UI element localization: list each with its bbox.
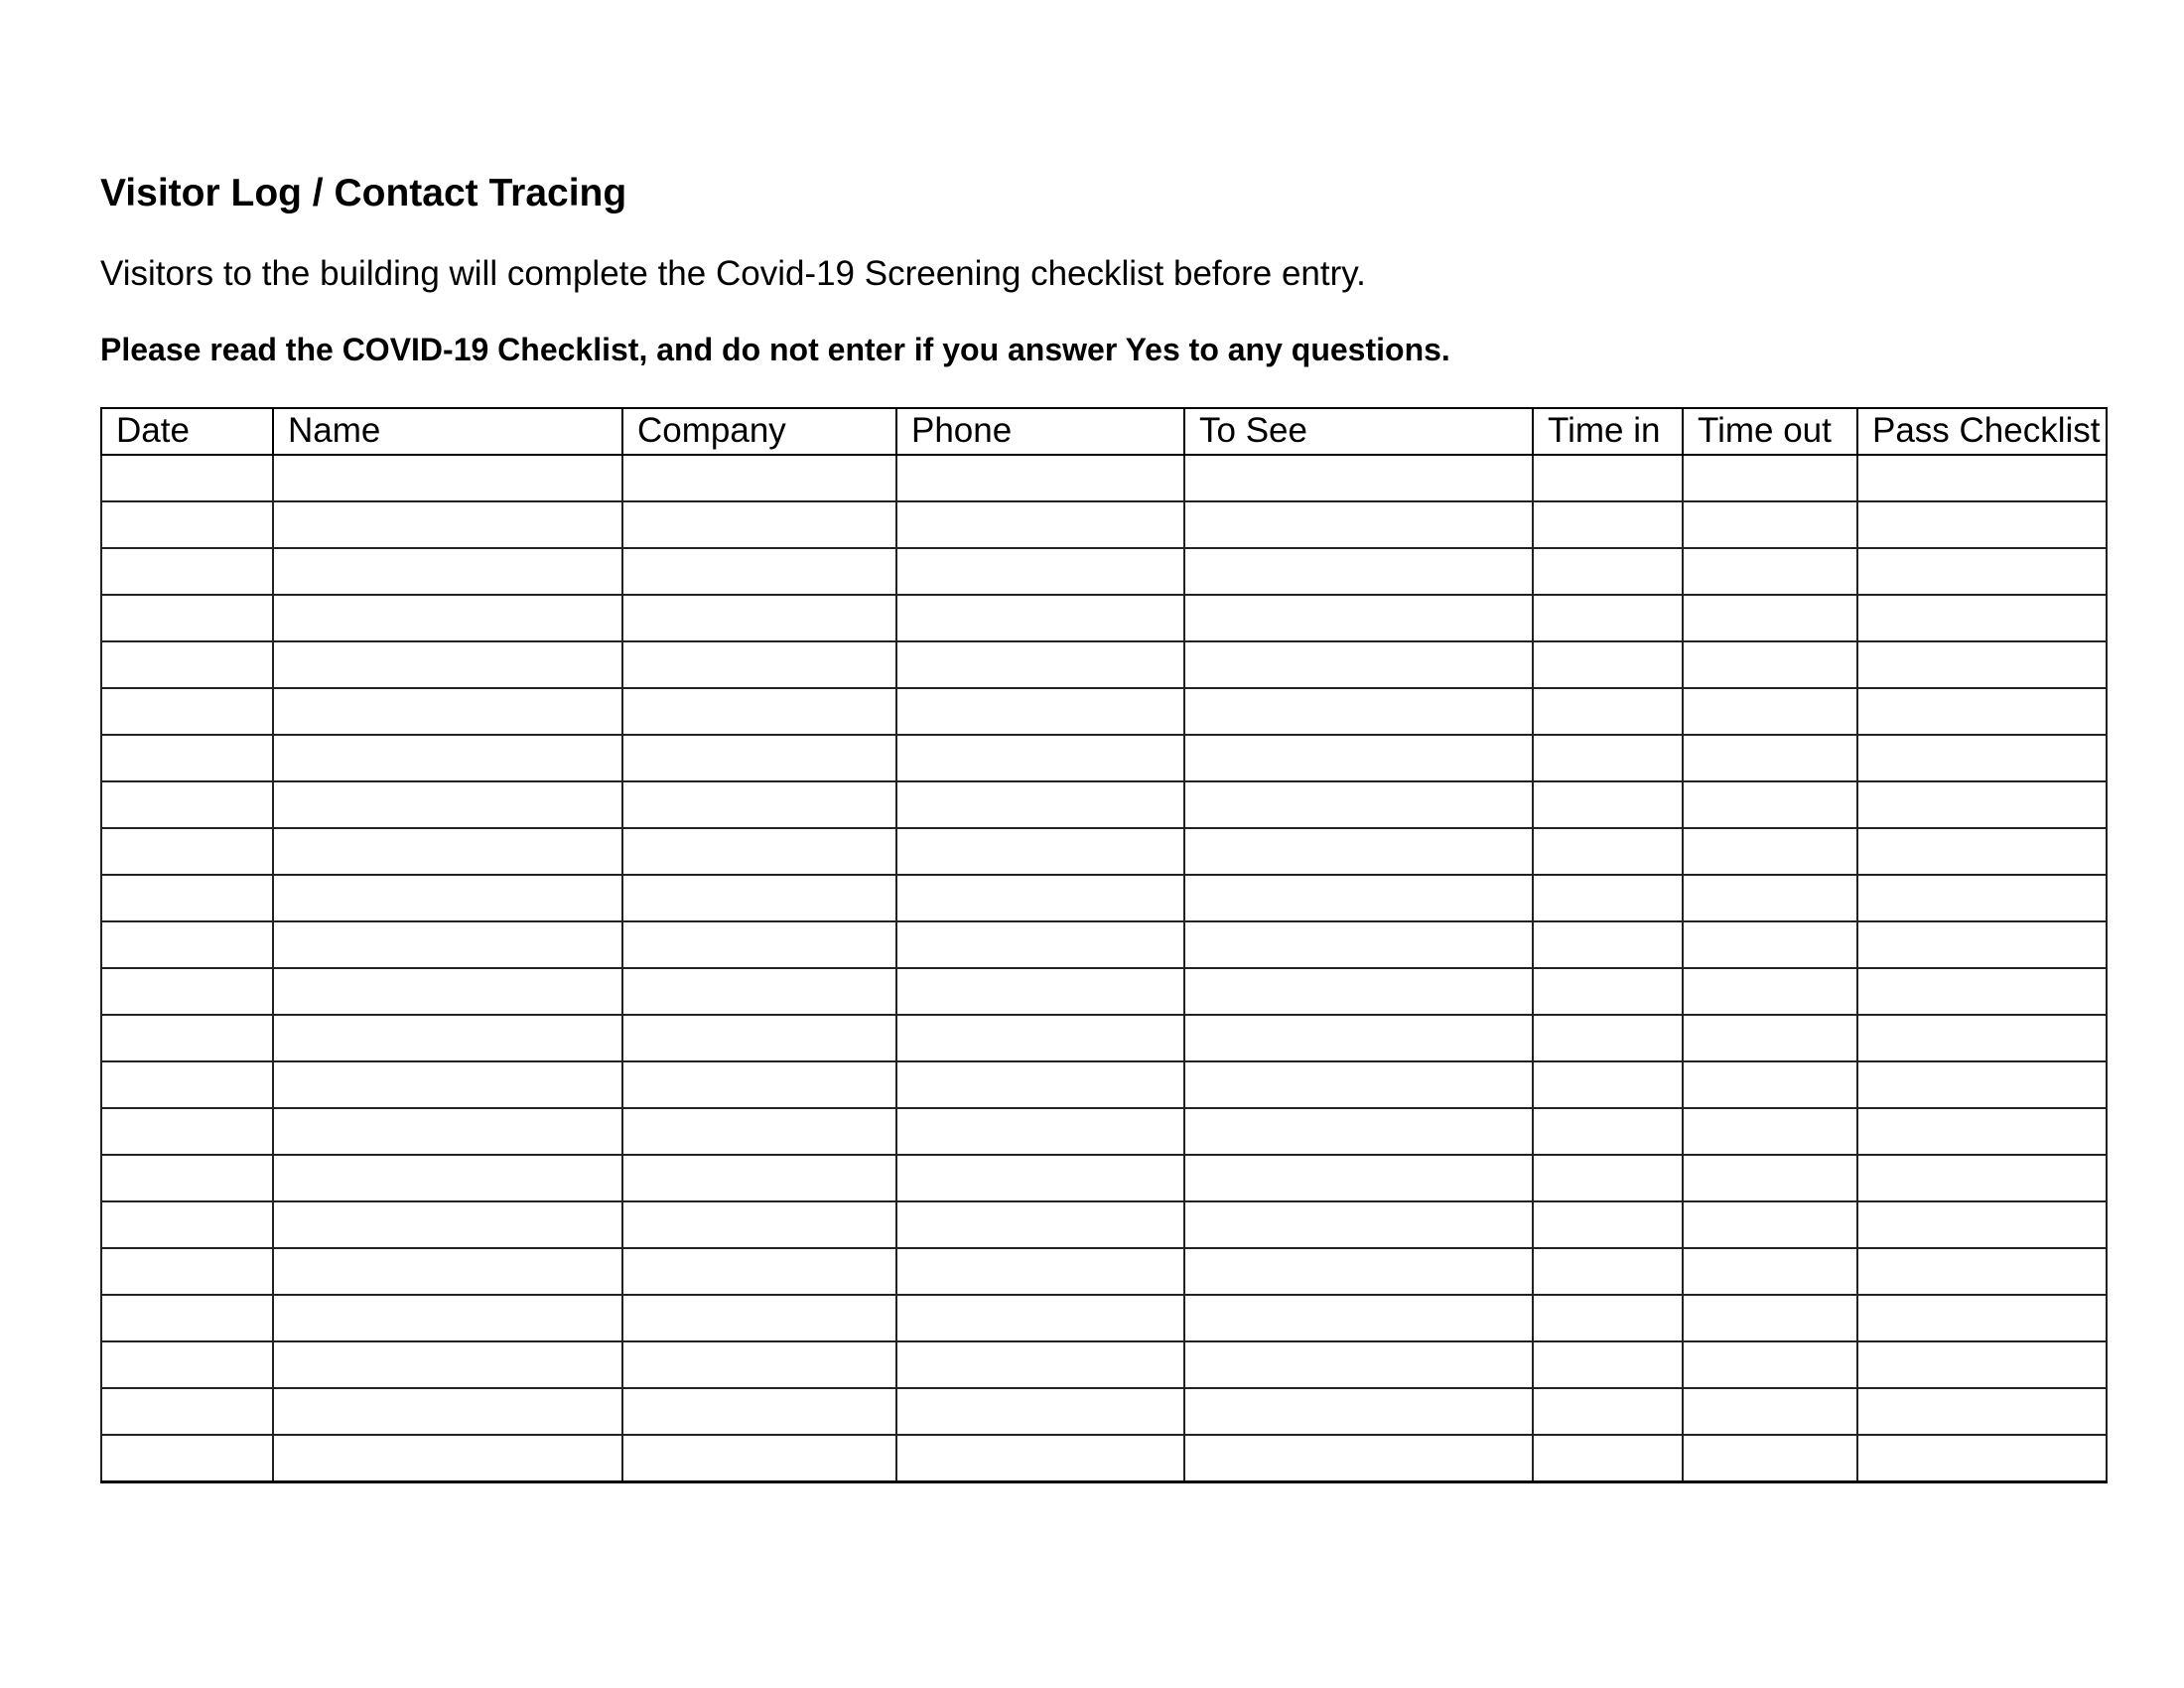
table-cell-phone[interactable] xyxy=(896,968,1184,1015)
table-cell-phone[interactable] xyxy=(896,1201,1184,1248)
table-cell-name[interactable] xyxy=(273,595,622,641)
table-cell-name[interactable] xyxy=(273,781,622,828)
table-cell-time-in[interactable] xyxy=(1533,501,1683,548)
table-row xyxy=(101,1295,2107,1341)
table-cell-date[interactable] xyxy=(101,1201,273,1248)
table-cell-phone[interactable] xyxy=(896,455,1184,501)
table-body xyxy=(101,455,2107,1482)
table-cell-date[interactable] xyxy=(101,921,273,968)
table-cell-time-out[interactable] xyxy=(1683,735,1857,781)
table-row xyxy=(101,595,2107,641)
table-cell-time-out[interactable] xyxy=(1683,1295,1857,1341)
table-cell-company[interactable] xyxy=(622,875,896,921)
table-row xyxy=(101,735,2107,781)
table-cell-company[interactable] xyxy=(622,1435,896,1482)
table-cell-to-see[interactable] xyxy=(1184,548,1533,595)
table-cell-time-out[interactable] xyxy=(1683,641,1857,688)
table-cell-name[interactable] xyxy=(273,1248,622,1295)
table-cell-time-in[interactable] xyxy=(1533,828,1683,875)
table-cell-to-see[interactable] xyxy=(1184,968,1533,1015)
table-row xyxy=(101,1108,2107,1155)
table-row xyxy=(101,921,2107,968)
table-cell-time-out[interactable] xyxy=(1683,875,1857,921)
table-cell-time-in[interactable] xyxy=(1533,1435,1683,1482)
column-header-date: Date xyxy=(101,408,273,455)
table-cell-phone[interactable] xyxy=(896,1435,1184,1482)
table-cell-date[interactable] xyxy=(101,1435,273,1482)
table-cell-company[interactable] xyxy=(622,968,896,1015)
table-cell-company[interactable] xyxy=(622,1295,896,1341)
table-row xyxy=(101,1201,2107,1248)
table-cell-company[interactable] xyxy=(622,1155,896,1201)
table-cell-time-in[interactable] xyxy=(1533,921,1683,968)
table-cell-time-out[interactable] xyxy=(1683,1341,1857,1388)
table-cell-time-in[interactable] xyxy=(1533,875,1683,921)
table-cell-to-see[interactable] xyxy=(1184,921,1533,968)
table-cell-date[interactable] xyxy=(101,641,273,688)
table-cell-pass-checklist[interactable] xyxy=(1857,688,2107,735)
table-cell-company[interactable] xyxy=(622,1388,896,1435)
table-cell-name[interactable] xyxy=(273,641,622,688)
table-cell-time-out[interactable] xyxy=(1683,455,1857,501)
table-cell-pass-checklist[interactable] xyxy=(1857,735,2107,781)
table-cell-time-in[interactable] xyxy=(1533,595,1683,641)
table-cell-pass-checklist[interactable] xyxy=(1857,595,2107,641)
table-cell-pass-checklist[interactable] xyxy=(1857,921,2107,968)
table-cell-to-see[interactable] xyxy=(1184,1248,1533,1295)
table-cell-time-in[interactable] xyxy=(1533,1155,1683,1201)
table-cell-date[interactable] xyxy=(101,828,273,875)
table-cell-name[interactable] xyxy=(273,828,622,875)
checklist-notice: Please read the COVID-19 Checklist, and do not enter if you answer Yes to any questions. xyxy=(100,332,1450,367)
table-cell-phone[interactable] xyxy=(896,595,1184,641)
table-cell-phone[interactable] xyxy=(896,501,1184,548)
table-cell-time-out[interactable] xyxy=(1683,548,1857,595)
table-cell-name[interactable] xyxy=(273,1201,622,1248)
table-cell-phone[interactable] xyxy=(896,1248,1184,1295)
table-cell-name[interactable] xyxy=(273,968,622,1015)
table-cell-to-see[interactable] xyxy=(1184,1155,1533,1201)
table-row xyxy=(101,1341,2107,1388)
page-title: Visitor Log / Contact Tracing xyxy=(100,172,627,214)
table-cell-to-see[interactable] xyxy=(1184,641,1533,688)
table-cell-company[interactable] xyxy=(622,1061,896,1108)
table-row xyxy=(101,641,2107,688)
table-cell-company[interactable] xyxy=(622,501,896,548)
table-cell-time-in[interactable] xyxy=(1533,1061,1683,1108)
table-cell-to-see[interactable] xyxy=(1184,1061,1533,1108)
table-cell-phone[interactable] xyxy=(896,1108,1184,1155)
table-cell-to-see[interactable] xyxy=(1184,501,1533,548)
table-cell-time-out[interactable] xyxy=(1683,828,1857,875)
table-cell-name[interactable] xyxy=(273,1295,622,1341)
table-cell-name[interactable] xyxy=(273,548,622,595)
table-cell-company[interactable] xyxy=(622,548,896,595)
table-cell-time-out[interactable] xyxy=(1683,1015,1857,1061)
table-cell-company[interactable] xyxy=(622,828,896,875)
table-cell-date[interactable] xyxy=(101,501,273,548)
table-cell-phone[interactable] xyxy=(896,781,1184,828)
visitor-log-table xyxy=(100,407,2108,1483)
table-cell-company[interactable] xyxy=(622,735,896,781)
column-header-phone: Phone xyxy=(896,408,1184,455)
table-cell-time-out[interactable] xyxy=(1683,595,1857,641)
table-cell-pass-checklist[interactable] xyxy=(1857,1108,2107,1155)
table-cell-pass-checklist[interactable] xyxy=(1857,455,2107,501)
table-cell-pass-checklist[interactable] xyxy=(1857,1061,2107,1108)
table-row xyxy=(101,875,2107,921)
table-cell-pass-checklist[interactable] xyxy=(1857,641,2107,688)
table-cell-company[interactable] xyxy=(622,1201,896,1248)
table-cell-to-see[interactable] xyxy=(1184,1108,1533,1155)
table-cell-date[interactable] xyxy=(101,735,273,781)
table-cell-time-out[interactable] xyxy=(1683,1388,1857,1435)
table-cell-time-in[interactable] xyxy=(1533,1201,1683,1248)
table-cell-pass-checklist[interactable] xyxy=(1857,1341,2107,1388)
table-cell-time-in[interactable] xyxy=(1533,968,1683,1015)
table-row xyxy=(101,968,2107,1015)
table-cell-time-out[interactable] xyxy=(1683,921,1857,968)
table-cell-phone[interactable] xyxy=(896,1155,1184,1201)
column-header-time-in: Time in xyxy=(1533,408,1683,455)
table-cell-name[interactable] xyxy=(273,1015,622,1061)
table-cell-company[interactable] xyxy=(622,1341,896,1388)
table-cell-to-see[interactable] xyxy=(1184,1388,1533,1435)
table-cell-time-out[interactable] xyxy=(1683,1061,1857,1108)
table-cell-to-see[interactable] xyxy=(1184,1295,1533,1341)
table-cell-phone[interactable] xyxy=(896,1015,1184,1061)
table-cell-to-see[interactable] xyxy=(1184,735,1533,781)
table-cell-phone[interactable] xyxy=(896,548,1184,595)
table-cell-company[interactable] xyxy=(622,595,896,641)
table-cell-date[interactable] xyxy=(101,1388,273,1435)
table-cell-date[interactable] xyxy=(101,781,273,828)
table-cell-name[interactable] xyxy=(273,1341,622,1388)
table-cell-time-out[interactable] xyxy=(1683,688,1857,735)
table-cell-company[interactable] xyxy=(622,1108,896,1155)
table-cell-name[interactable] xyxy=(273,1388,622,1435)
table-cell-pass-checklist[interactable] xyxy=(1857,1155,2107,1201)
table-cell-name[interactable] xyxy=(273,921,622,968)
table-cell-pass-checklist[interactable] xyxy=(1857,1015,2107,1061)
table-cell-time-in[interactable] xyxy=(1533,548,1683,595)
table-cell-date[interactable] xyxy=(101,455,273,501)
table-cell-name[interactable] xyxy=(273,688,622,735)
table-cell-time-in[interactable] xyxy=(1533,1248,1683,1295)
table-cell-company[interactable] xyxy=(622,455,896,501)
table-cell-phone[interactable] xyxy=(896,1388,1184,1435)
table-cell-company[interactable] xyxy=(622,781,896,828)
table-cell-pass-checklist[interactable] xyxy=(1857,1201,2107,1248)
table-cell-date[interactable] xyxy=(101,875,273,921)
table-cell-time-in[interactable] xyxy=(1533,1341,1683,1388)
table-cell-pass-checklist[interactable] xyxy=(1857,1388,2107,1435)
table-cell-pass-checklist[interactable] xyxy=(1857,1295,2107,1341)
table-cell-pass-checklist[interactable] xyxy=(1857,501,2107,548)
table-cell-time-in[interactable] xyxy=(1533,1388,1683,1435)
table-cell-company[interactable] xyxy=(622,641,896,688)
table-row xyxy=(101,548,2107,595)
table-cell-pass-checklist[interactable] xyxy=(1857,875,2107,921)
table-cell-to-see[interactable] xyxy=(1184,781,1533,828)
table-cell-to-see[interactable] xyxy=(1184,828,1533,875)
table-cell-time-out[interactable] xyxy=(1683,781,1857,828)
table-row xyxy=(101,501,2107,548)
table-cell-time-out[interactable] xyxy=(1683,1248,1857,1295)
column-header-pass-checklist: Pass Checklist xyxy=(1857,408,2107,455)
table-cell-name[interactable] xyxy=(273,1155,622,1201)
table-row xyxy=(101,1435,2107,1482)
table-cell-time-in[interactable] xyxy=(1533,1015,1683,1061)
table-cell-date[interactable] xyxy=(101,1155,273,1201)
table-cell-company[interactable] xyxy=(622,688,896,735)
table-cell-pass-checklist[interactable] xyxy=(1857,1435,2107,1482)
table-cell-name[interactable] xyxy=(273,501,622,548)
table-cell-time-in[interactable] xyxy=(1533,781,1683,828)
table-cell-phone[interactable] xyxy=(896,1295,1184,1341)
table-row xyxy=(101,1155,2107,1201)
table-cell-time-in[interactable] xyxy=(1533,641,1683,688)
table-cell-phone[interactable] xyxy=(896,1341,1184,1388)
table-cell-date[interactable] xyxy=(101,548,273,595)
table-header-row xyxy=(101,408,2107,455)
table-cell-time-out[interactable] xyxy=(1683,1201,1857,1248)
table-cell-pass-checklist[interactable] xyxy=(1857,548,2107,595)
table-cell-phone[interactable] xyxy=(896,735,1184,781)
table-row xyxy=(101,781,2107,828)
table-cell-pass-checklist[interactable] xyxy=(1857,968,2107,1015)
table-cell-phone[interactable] xyxy=(896,875,1184,921)
table-cell-to-see[interactable] xyxy=(1184,1015,1533,1061)
table-cell-time-in[interactable] xyxy=(1533,688,1683,735)
table-cell-name[interactable] xyxy=(273,455,622,501)
table-cell-to-see[interactable] xyxy=(1184,875,1533,921)
table-cell-phone[interactable] xyxy=(896,688,1184,735)
table-row xyxy=(101,1248,2107,1295)
table-cell-time-out[interactable] xyxy=(1683,501,1857,548)
table-cell-pass-checklist[interactable] xyxy=(1857,828,2107,875)
table-cell-phone[interactable] xyxy=(896,921,1184,968)
table-row xyxy=(101,688,2107,735)
table-cell-time-in[interactable] xyxy=(1533,735,1683,781)
table-cell-date[interactable] xyxy=(101,595,273,641)
table-cell-phone[interactable] xyxy=(896,828,1184,875)
table-cell-to-see[interactable] xyxy=(1184,595,1533,641)
table-cell-time-out[interactable] xyxy=(1683,968,1857,1015)
table-row xyxy=(101,1061,2107,1108)
table-row xyxy=(101,1388,2107,1435)
table-cell-date[interactable] xyxy=(101,688,273,735)
table-cell-time-in[interactable] xyxy=(1533,1295,1683,1341)
column-header-time-out: Time out xyxy=(1683,408,1857,455)
table-cell-name[interactable] xyxy=(273,735,622,781)
table-cell-to-see[interactable] xyxy=(1184,1341,1533,1388)
table-cell-time-in[interactable] xyxy=(1533,455,1683,501)
table-cell-name[interactable] xyxy=(273,875,622,921)
table-cell-to-see[interactable] xyxy=(1184,688,1533,735)
table-row xyxy=(101,828,2107,875)
table-cell-date[interactable] xyxy=(101,1295,273,1341)
table-cell-date[interactable] xyxy=(101,1108,273,1155)
table-cell-date[interactable] xyxy=(101,1061,273,1108)
table-cell-pass-checklist[interactable] xyxy=(1857,1248,2107,1295)
table-cell-time-out[interactable] xyxy=(1683,1155,1857,1201)
table-cell-company[interactable] xyxy=(622,1248,896,1295)
table-cell-time-out[interactable] xyxy=(1683,1108,1857,1155)
table-cell-pass-checklist[interactable] xyxy=(1857,781,2107,828)
column-header-to-see: To See xyxy=(1184,408,1533,455)
table-cell-to-see[interactable] xyxy=(1184,1435,1533,1482)
table-cell-time-out[interactable] xyxy=(1683,1435,1857,1482)
table-cell-company[interactable] xyxy=(622,1015,896,1061)
table-cell-phone[interactable] xyxy=(896,641,1184,688)
table-cell-date[interactable] xyxy=(101,1248,273,1295)
table-cell-name[interactable] xyxy=(273,1435,622,1482)
table-cell-date[interactable] xyxy=(101,1015,273,1061)
table-cell-name[interactable] xyxy=(273,1108,622,1155)
column-header-company: Company xyxy=(622,408,896,455)
table-cell-phone[interactable] xyxy=(896,1061,1184,1108)
table-cell-name[interactable] xyxy=(273,1061,622,1108)
table-cell-to-see[interactable] xyxy=(1184,1201,1533,1248)
table-cell-to-see[interactable] xyxy=(1184,455,1533,501)
table-cell-date[interactable] xyxy=(101,1341,273,1388)
intro-text: Visitors to the building will complete the Covid-19 Screening checklist before entry. xyxy=(100,254,1366,293)
table-row xyxy=(101,455,2107,501)
table-cell-date[interactable] xyxy=(101,968,273,1015)
table-cell-company[interactable] xyxy=(622,921,896,968)
table-cell-time-in[interactable] xyxy=(1533,1108,1683,1155)
column-header-name: Name xyxy=(273,408,622,455)
table-row xyxy=(101,1015,2107,1061)
